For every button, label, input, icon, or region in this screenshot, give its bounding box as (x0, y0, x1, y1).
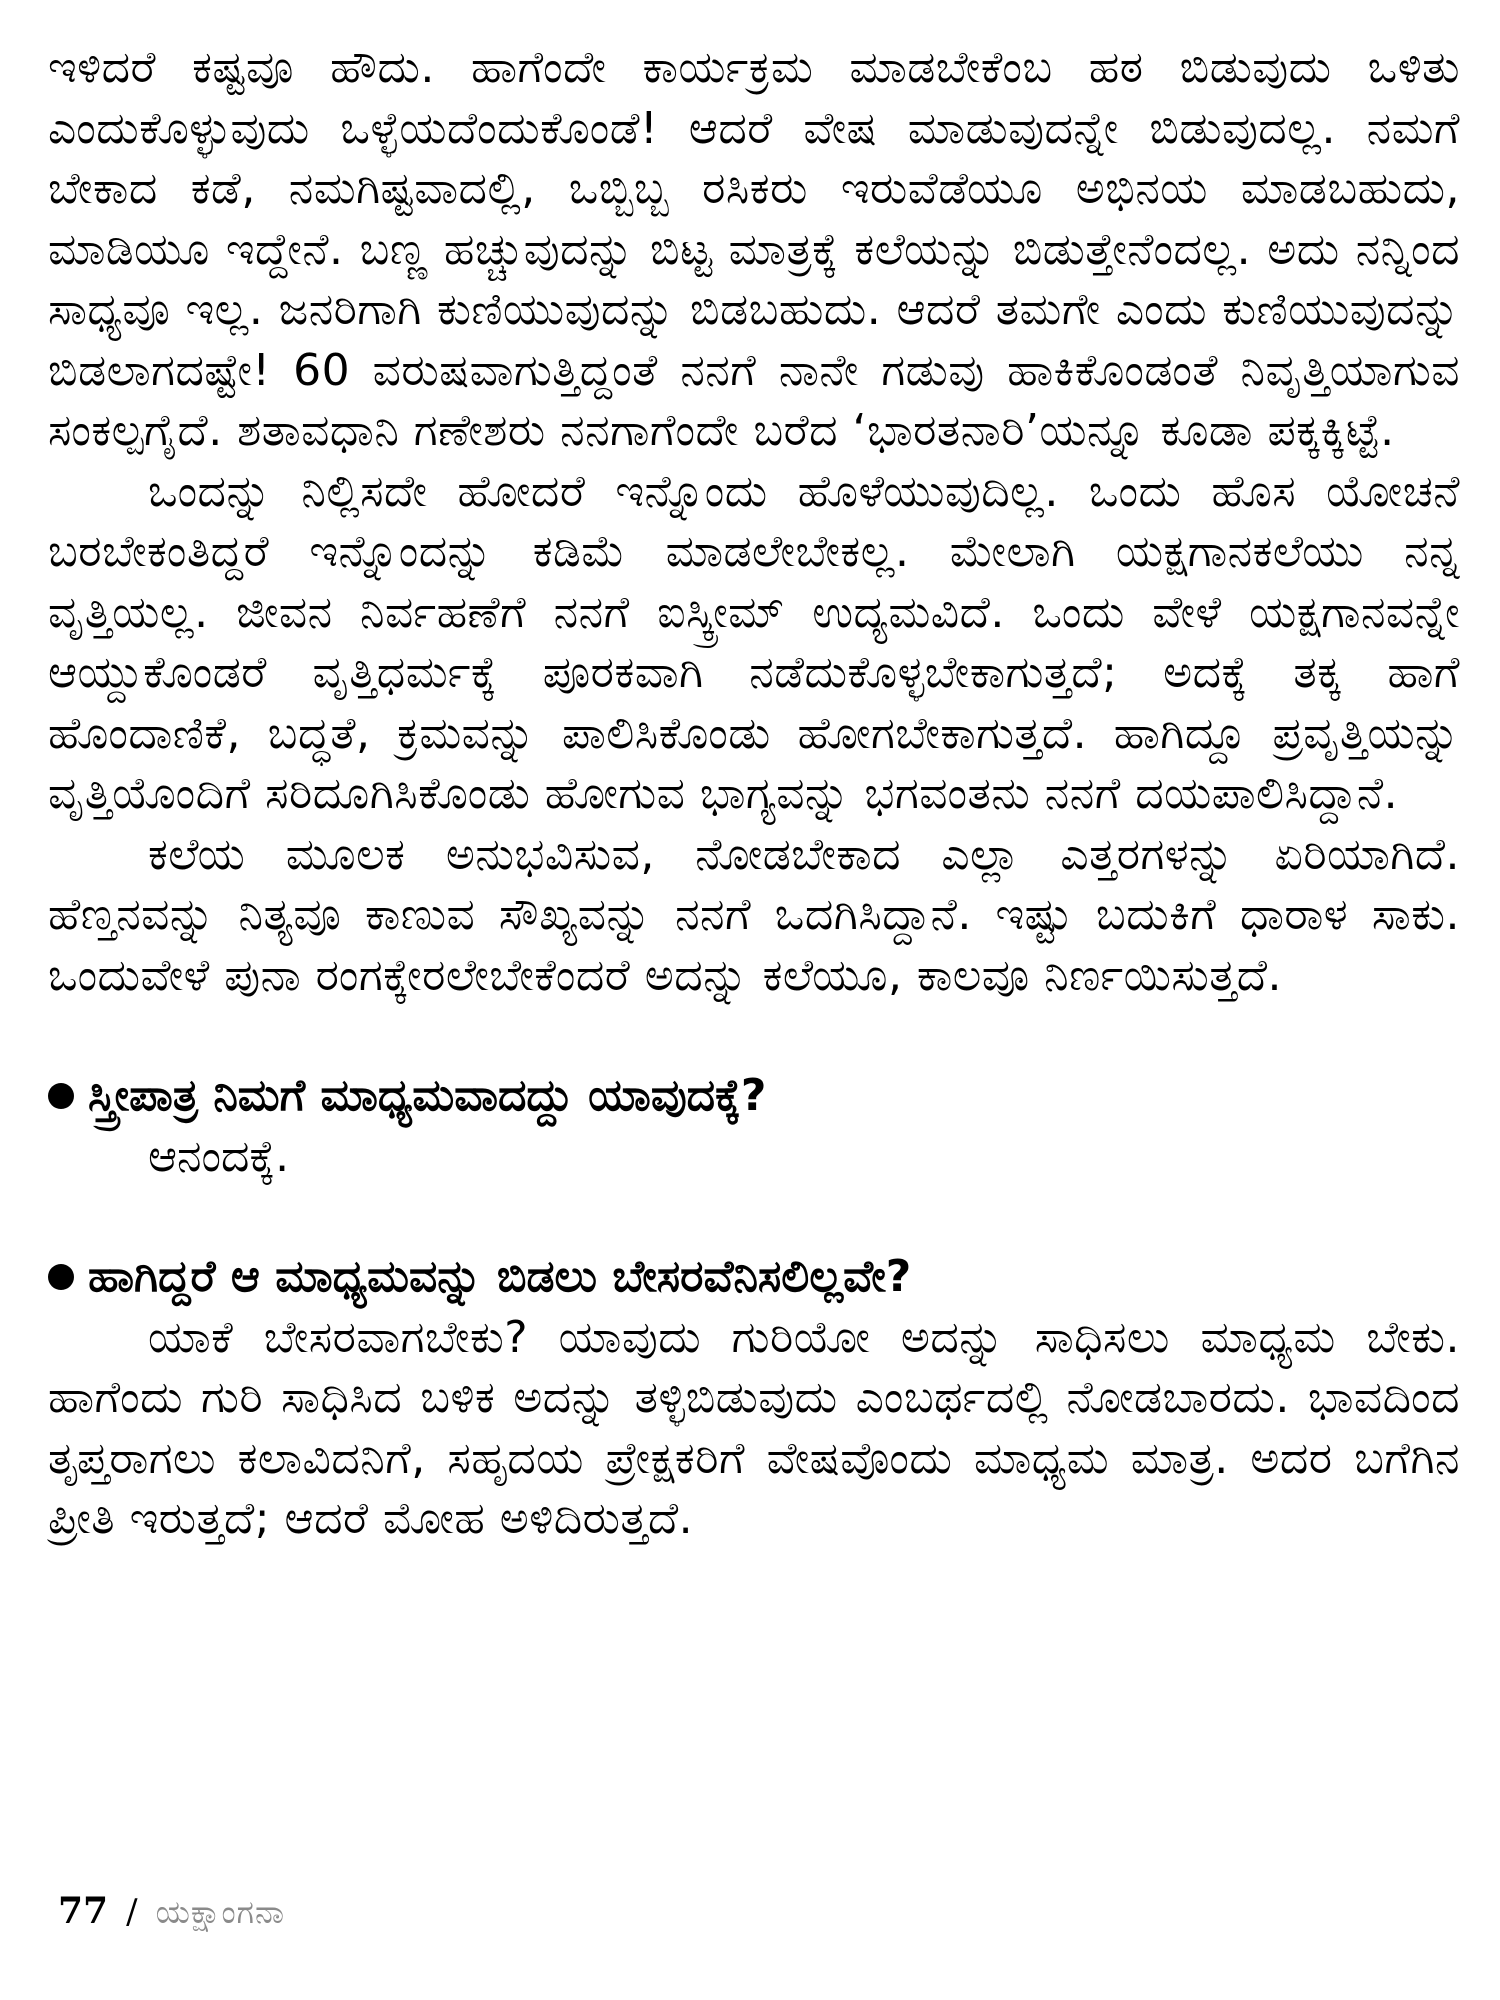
bullet-icon (48, 1083, 74, 1109)
bullet-icon (48, 1264, 74, 1290)
book-title: ಯಕ್ಷಾಂಗನಾ (155, 1893, 286, 1931)
paragraph-3: ಕಲೆಯ ಮೂಲಕ ಅನುಭವಿಸುವ, ನೋಡಬೇಕಾದ ಎಲ್ಲಾ ಎತ್ತರಗಳನ್ನು ಏರಿಯಾಗಿದೆ. ಹೆಣ್ತನವನ್ನು ನಿತ್ಯವೂ ಕಾಣುವ ಸೌಖ್ಯವನ್ನು ನನಗೆ ಒದಗಿಸಿದ್ದಾನೆ. ಇಷ್ಟು ಬದುಕಿಗೆ ಧಾರಾಳ ಸಾಕು. ಒಂದುವೇಳೆ ಪುನಾ ರಂಗಕ್ಕೇರಲೇಬೇಕೆಂದರೆ ಅದನ್ನು ಕಲೆಯೂ, ಕಾಲವೂ ನಿರ್ಣಯಿಸುತ್ತದೆ. (48, 828, 1460, 1001)
page-footer (58, 1890, 285, 1932)
section-gap (48, 1187, 1460, 1247)
footer-separator: / (126, 1892, 138, 1932)
section-gap (48, 1006, 1460, 1066)
paragraph-1: ಇಳಿದರೆ ಕಷ್ಟವೂ ಹೌದು. ಹಾಗೆಂದೇ ಕಾರ್ಯಕ್ರಮ ಮಾಡಬೇಕೆಂಬ ಹಠ ಬಿಡುವುದು ಒಳಿತು ಎಂದುಕೊಳ್ಳುವುದು ಒಳ್ಳೆಯದೆಂದುಕೊಂಡೆ! ಆದರೆ ವೇಷ ಮಾಡುವುದನ್ನೇ ಬಿಡುವುದಲ್ಲ. ನಮಗೆ ಬೇಕಾದ ಕಡೆ, ನಮಗಿಷ್ಟವಾದಲ್ಲಿ, ಒಬ್ಬಿಬ್ಬ ರಸಿಕರು ಇರುವೆಡೆಯೂ ಅಭಿನಯ ಮಾಡಬಹುದು, ಮಾಡಿಯೂ ಇದ್ದೇನೆ. ಬಣ್ಣ ಹಚ್ಚುವುದನ್ನು ಬಿಟ್ಟ ಮಾತ್ರಕ್ಕೆ ಕಲೆಯನ್ನು ಬಿಡುತ್ತೇನೆಂದಲ್ಲ. ಅದು ನನ್ನಿಂದ ಸಾಧ್ಯವೂ ಇಲ್ಲ. ಜನರಿಗಾಗಿ ಕುಣಿಯುವುದನ್ನು ಬಿಡಬಹುದು. ಆದರೆ ತಮಗೇ ಎಂದು ಕುಣಿಯುವುದನ್ನು ಬಿಡಲಾಗದಷ್ಟೇ! 60 ವರುಷವಾಗುತ್ತಿದ್ದಂತೆ ನನಗೆ ನಾನೇ ಗಡುವು ಹಾಕಿಕೊಂಡಂತೆ ನಿವೃತ್ತಿಯಾಗುವ ಸಂಕಲ್ಪಗೈದೆ. ಶತಾವಧಾನಿ ಗಣೇಶರು ನನಗಾಗೆಂದೇ ಬರೆದ ‘ಭಾರತನಾರಿ’ಯನ್ನೂ ಕೂಡಾ ಪಕ್ಕಕ್ಕಿಟ್ಟೆ. (48, 42, 1460, 456)
page-number: 77 (58, 1890, 109, 1932)
answer-2: ಯಾಕೆ ಬೇಸರವಾಗಬೇಕು? ಯಾವುದು ಗುರಿಯೋ ಅದನ್ನು ಸಾಧಿಸಲು ಮಾಧ್ಯಮ ಬೇಕು. ಹಾಗೆಂದು ಗುರಿ ಸಾಧಿಸಿದ ಬಳಿಕ ಅದನ್ನು ತಳ್ಳಿಬಿಡುವುದು ಎಂಬರ್ಥದಲ್ಲಿ ನೋಡಬಾರದು. ಭಾವದಿಂದ ತೃಪ್ತರಾಗಲು ಕಲಾವಿದನಿಗೆ, ಸಹೃದಯ ಪ್ರೇಕ್ಷಕರಿಗೆ ವೇಷವೊಂದು ಮಾಧ್ಯಮ ಮಾತ್ರ. ಅದರ ಬಗೆಗಿನ ಪ್ರೀತಿ ಇರುತ್ತದೆ; ಆದರೆ ಮೋಹ ಅಳಿದಿರುತ್ತದೆ. (48, 1311, 1460, 1544)
answer-1: ಆನಂದಕ್ಕೆ. (148, 1130, 290, 1182)
question-1 (48, 1066, 1460, 1127)
question-1-text: ಸ್ತ್ರೀಪಾತ್ರ ನಿಮಗೆ ಮಾಧ್ಯಮವಾದದ್ದು ಯಾವುದಕ್ಕೆ? (88, 1070, 767, 1121)
question-2 (48, 1247, 1460, 1308)
question-2-text: ಹಾಗಿದ್ದರೆ ಆ ಮಾಧ್ಯಮವನ್ನು ಬಿಡಲು ಬೇಸರವೆನಿಸಲಿಲ್ಲವೇ? (88, 1251, 912, 1302)
paragraph-2: ಒಂದನ್ನು ನಿಲ್ಲಿಸದೇ ಹೋದರೆ ಇನ್ನೊಂದು ಹೊಳೆಯುವುದಿಲ್ಲ. ಒಂದು ಹೊಸ ಯೋಚನೆ ಬರಬೇಕಂತಿದ್ದರೆ ಇನ್ನೊಂದನ್ನು ಕಡಿಮೆ ಮಾಡಲೇಬೇಕಲ್ಲ. ಮೇಲಾಗಿ ಯಕ್ಷಗಾನಕಲೆಯು ನನ್ನ ವೃತ್ತಿಯಲ್ಲ. ಜೀವನ ನಿರ್ವಹಣೆಗೆ ನನಗೆ ಐಸ್ಕ್ರೀಮ್ ಉದ್ಯಮವಿದೆ. ಒಂದು ವೇಳೆ ಯಕ್ಷಗಾನವನ್ನೇ ಆಯ್ದುಕೊಂಡರೆ ವೃತ್ತಿಧರ್ಮಕ್ಕೆ ಪೂರಕವಾಗಿ ನಡೆದುಕೊಳ್ಳಬೇಕಾಗುತ್ತದೆ; ಅದಕ್ಕೆ ತಕ್ಕ ಹಾಗೆ ಹೊಂದಾಣಿಕೆ, ಬದ್ಧತೆ, ಕ್ರಮವನ್ನು ಪಾಲಿಸಿಕೊಂಡು ಹೋಗಬೇಕಾಗುತ್ತದೆ. ಹಾಗಿದ್ದೂ ಪ್ರವೃತ್ತಿಯನ್ನು ವೃತ್ತಿಯೊಂದಿಗೆ ಸರಿದೂಗಿಸಿಕೊಂಡು ಹೋಗುವ ಭಾಗ್ಯವನ್ನು ಭಗವಂತನು ನನಗೆ ದಯಪಾಲಿಸಿದ್ದಾನೆ. (48, 465, 1460, 819)
page-body (48, 38, 1460, 1550)
